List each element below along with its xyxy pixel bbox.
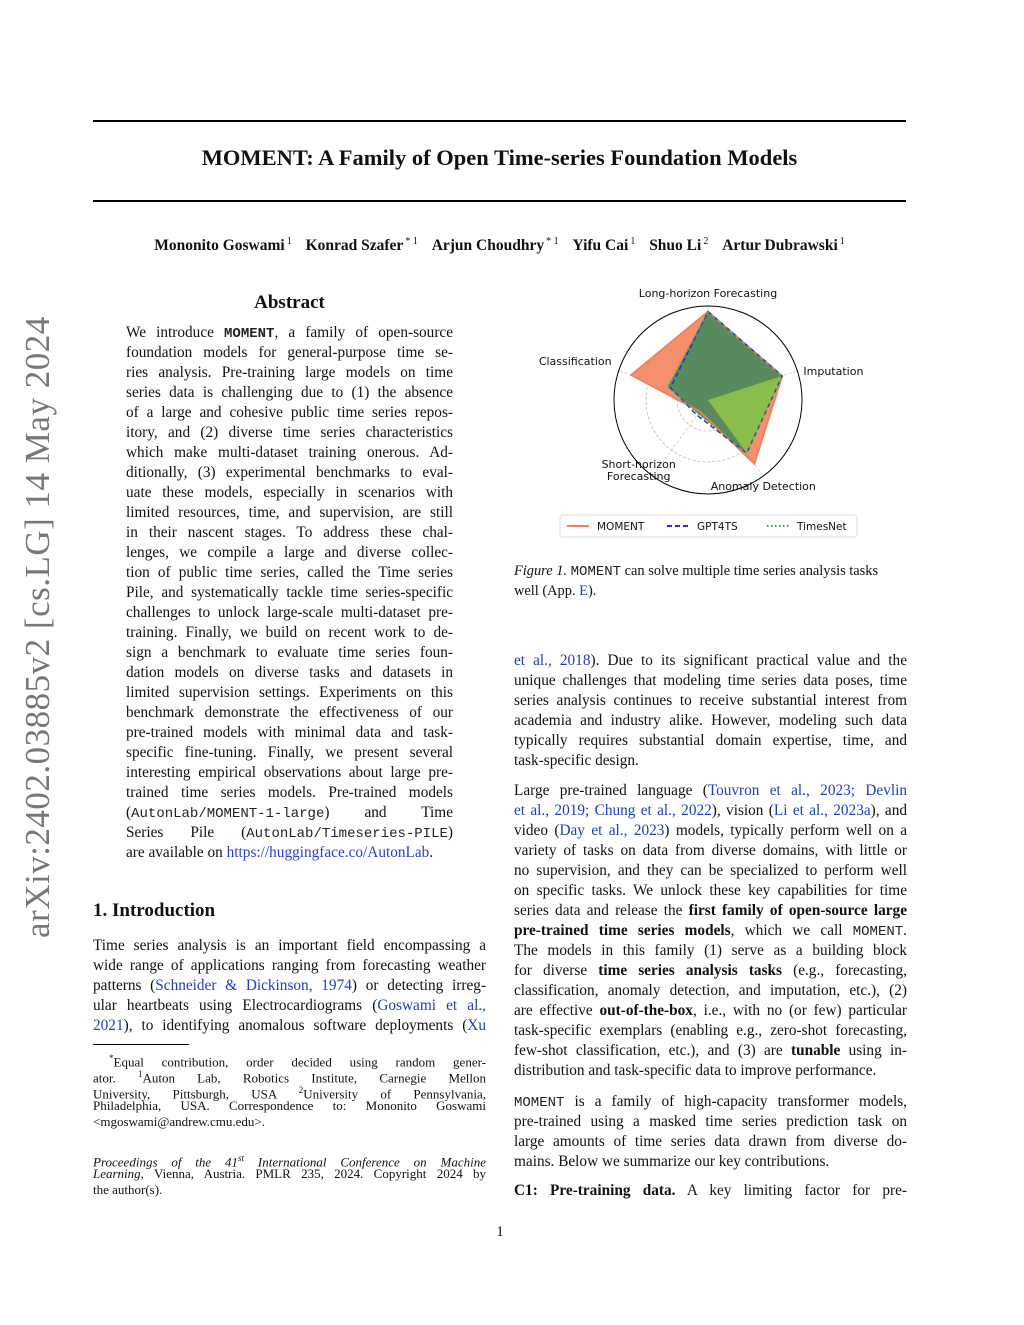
arxiv-side-label: arXiv:2402.03885v2 [cs.LG] 14 May 2024 [18, 316, 57, 938]
author: Mononito Goswami $^1$ [154, 236, 292, 255]
intro-line: patterns (Schneider & Dickinson, 1974) or detecting irreg- [93, 977, 487, 994]
intro-line: wide range of applications ranging from forecasting weather [93, 957, 486, 974]
citation-link[interactable]: Touvron et al., 2023; Devlin [707, 782, 907, 799]
intro-line: ular heartbeats using Electrocardiograms (Goswami et al., [93, 997, 486, 1014]
radar-axis-label [539, 355, 612, 368]
body-line: on specific tasks. We unlock these key capabilities for time [514, 882, 907, 899]
huggingface-link[interactable]: https://huggingface.co/AutonLab [226, 844, 430, 861]
abstract-line: dation models on diverse tasks and datasets in [126, 664, 453, 681]
body-line: series analysis continues to receive substantial interest from [514, 692, 907, 709]
author: Arjun Choudhry $^{* 1}$ [431, 236, 559, 255]
intro-line: 2021), to identifying anomalous software deployments (Xu [93, 1017, 486, 1034]
proceedings-line: Proceedings of the 41st International Conference on Machine [93, 1153, 486, 1170]
footnote-line: Philadelphia, USA. Correspondence to: Mononito Goswami [93, 1098, 486, 1113]
citation-link[interactable]: Schneider & Dickinson, 1974 [155, 977, 352, 994]
radar-axis-label-line: Long-horizon Forecasting [638, 287, 778, 300]
body-line: MOMENT is a family of high-capacity transformer models, [514, 1093, 907, 1111]
dataset-repo-name: AutonLab/Timeseries-PILE [246, 826, 448, 842]
abstract-line: in their nascent stages. To address these chal- [126, 524, 453, 541]
body-line: pre-trained time series models, which we call MOMENT. [514, 922, 907, 940]
abstract-line: challenges to unlock large-scale multi-dataset pre- [126, 604, 453, 621]
radar-axis-label-line: Short-horizon [601, 458, 676, 471]
body-line: few-shot classification, etc.), and (3) are tunable using in- [514, 1042, 907, 1059]
abstract-line: trained time series models. Pre-trained models [126, 784, 453, 801]
body-line: The models in this family (1) serve as a building block [514, 942, 907, 959]
body-line: are effective out-of-the-box, i.e., with no (or few) particular [514, 1002, 907, 1019]
citation-link[interactable]: Li et al., 2023a [773, 802, 871, 819]
footnote-line: University, Pittsburgh, USA $^2$University of Pennsylvania, [93, 1085, 486, 1102]
abstract-line: specific fine-tuning. Finally, we present several [126, 744, 453, 761]
abstract-line: are available on https://huggingface.co/AutonLab. [126, 844, 434, 861]
body-line: mains. Below we summarize our key contributions. [514, 1153, 830, 1170]
figure-caption: Figure 1. MOMENT can solve multiple time series analysis tasks well (App. E). [514, 563, 879, 599]
abstract-heading: Abstract [254, 292, 325, 313]
body-line: pre-trained using a masked time series prediction task on [514, 1113, 907, 1130]
abstract-line: We introduce MOMENT, a family of open-source [126, 324, 453, 342]
radar-axis-label-line: Classification [538, 355, 612, 368]
abstract-line: tion of public time series, called the Time series [126, 564, 453, 581]
legend-label-gpt4ts: GPT4TS [697, 521, 738, 533]
body-line: video (Day et al., 2023) models, typically perform well on a [514, 822, 908, 839]
body-line: classification, anomaly detection, and imputation, etc.), (2) [514, 982, 907, 999]
body-line: et al., 2019; Chung et al., 2022), vision (Li et al., 2023a), and [514, 802, 907, 819]
intro-line: Time series analysis is an important field encompassing a [93, 937, 486, 954]
radar-axis-label [711, 480, 816, 493]
body-line: academia and industry alike. However, modeling such data [514, 712, 907, 729]
model-repo-name: AutonLab/MOMENT-1-large [131, 806, 325, 822]
title-top-rule [93, 120, 906, 122]
author: Artur Dubrawski $^1$ [722, 236, 845, 255]
abstract-line: training. Finally, we build on recent work to de- [126, 624, 453, 641]
body-line: series data and release the first family of open-source large [514, 902, 907, 919]
abstract-line: series data is challenging due to (1) the absence [126, 384, 453, 401]
footnote-email: <mgoswami@andrew.cmu.edu>. [93, 1114, 266, 1129]
abstract-line: itory, and (2) diverse time series characteristics [126, 424, 453, 441]
footnote-rule [93, 1044, 189, 1045]
abstract-line: (AutonLab/MOMENT-1-large) and Time [126, 804, 453, 822]
radar-axis-label-line: Forecasting [606, 470, 671, 483]
section-heading-introduction: 1. Introduction [93, 900, 216, 921]
radar-axis-label [602, 458, 676, 483]
citation-link[interactable]: et al., 2019; Chung et al., 2022 [514, 802, 712, 819]
title-bottom-rule [93, 200, 906, 202]
body-line: variety of tasks on data from diverse domains, with little or [514, 842, 907, 859]
abstract-line: limited supervision settings. Experiments on this [126, 684, 453, 701]
footnote-line: ator. $^1$Auton Lab, Robotics Institute, Carnegie Mellon [93, 1069, 486, 1086]
radar-axis-label-line: Imputation [803, 365, 864, 378]
body-line: C1: Pre-training data. A key limiting factor for pre- [514, 1182, 907, 1199]
abstract-line: which make multi-dataset training onerous. Ad- [126, 444, 453, 461]
citation-link[interactable]: Goswami et al., [377, 997, 486, 1014]
author: Shuo Li $^2$ [649, 236, 709, 255]
abstract-line: interesting empirical observations about large pre- [126, 764, 453, 781]
abstract-line: pre-trained models with minimal data and task- [126, 724, 453, 741]
body-line: for diverse time series analysis tasks (e.g., forecasting, [514, 962, 907, 979]
citation-link[interactable]: Xu [467, 1017, 486, 1034]
radar-series-layer [631, 312, 782, 464]
paper-title: MOMENT: A Family of Open Time-series Foundation Models [201, 145, 798, 170]
body-line: large amounts of time series data drawn from diverse do- [514, 1133, 907, 1150]
abstract-line: sign a benchmark to evaluate time series foun- [126, 644, 453, 661]
citation-link[interactable]: et al., 2018 [514, 652, 591, 669]
page-number: 1 [496, 1224, 504, 1240]
abstract-line: lenges, we compile a large and diverse collec- [126, 544, 453, 561]
body-line: distribution and task-specific data to improve performance. [514, 1062, 877, 1079]
radar-legend [560, 515, 857, 537]
abstract-line: benchmark demonstrate the effectiveness of our [126, 704, 453, 721]
abstract-line: ries analysis. Pre-training large models on time [126, 364, 453, 381]
body-line: task-specific design. [514, 752, 639, 769]
abstract-line: uate these models, especially in scenarios with [126, 484, 453, 501]
abstract-line: foundation models for general-purpose time se- [126, 344, 453, 361]
citation-link[interactable]: Day et al., 2023 [559, 822, 665, 839]
body-line: Large pre-trained language (Touvron et al., 2023; Devlin [514, 782, 907, 799]
abstract-line: Series Pile (AutonLab/Timeseries-PILE) [126, 824, 453, 842]
body-line: no supervision, and they can be specialized to perform well [514, 862, 907, 879]
radar-chart [538, 287, 885, 540]
proceedings-line: Learning, Vienna, Austria. PMLR 235, 2024. Copyright 2024 by [93, 1166, 486, 1181]
legend-label-timesnet: TimesNet [797, 521, 847, 533]
abstract-line: Pile, and systematically tackle time series-specific [126, 584, 453, 601]
body-line: task-specific exemplars (enabling e.g., zero-shot forecasting, [514, 1022, 907, 1039]
radar-axis-label [803, 365, 863, 378]
author: Yifu Cai $^1$ [572, 236, 636, 255]
appendix-link[interactable]: E [579, 583, 588, 599]
author-list [93, 236, 906, 255]
author: Konrad Szafer $^{* 1}$ [305, 236, 418, 255]
body-line: typically requires substantial domain expertise, time, and [514, 732, 907, 749]
proceedings-line: the author(s). [93, 1182, 163, 1197]
abstract-line: limited resources, time, and supervision, are still [126, 504, 453, 521]
legend-label-moment: MOMENT [597, 521, 645, 533]
citation-link[interactable]: 2021 [93, 1017, 124, 1034]
radar-axis-label [639, 287, 777, 300]
footnote-line: *Equal contribution, order decided using random gener- [109, 1053, 486, 1070]
body-line: et al., 2018). Due to its significant practical value and the [514, 652, 907, 669]
abstract-line: of a large and cohesive public time series repos- [126, 404, 453, 421]
radar-axis-label-line: Anomaly Detection [710, 480, 816, 493]
abstract-line: ditionally, (3) experimental benchmarks to eval- [126, 464, 453, 481]
body-line: unique challenges that modeling time series data poses, time [514, 672, 907, 689]
